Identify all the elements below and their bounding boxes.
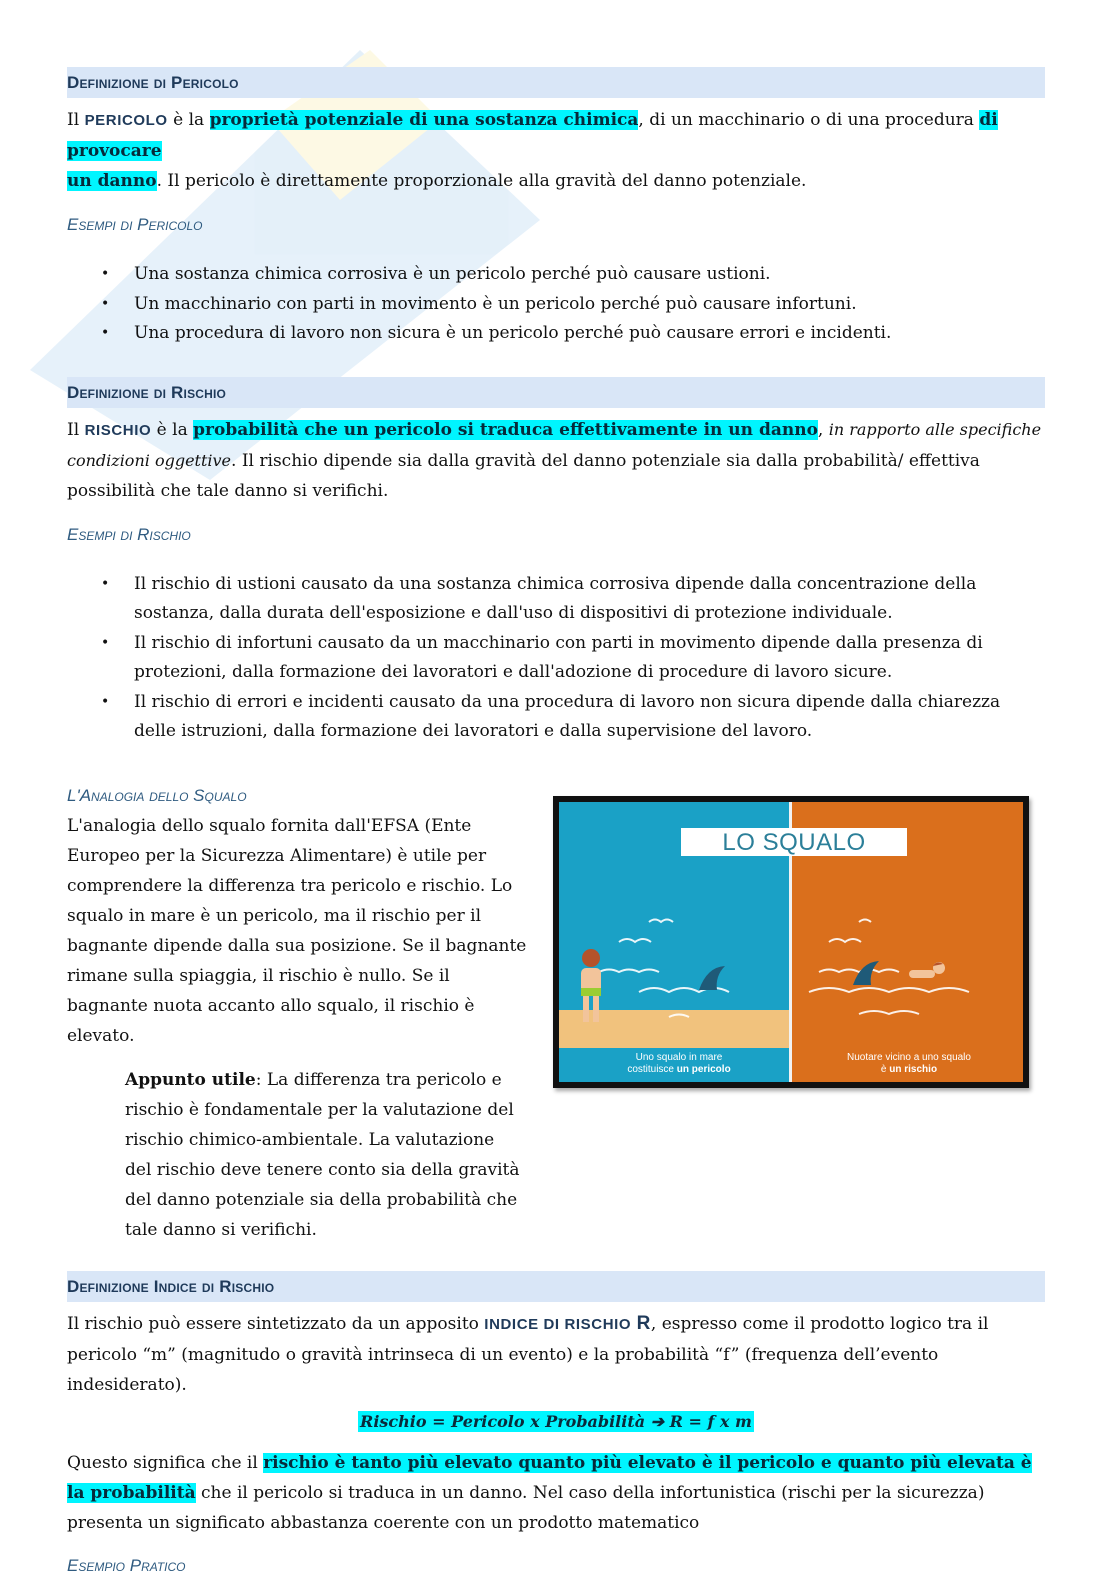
highlight: di provocare xyxy=(67,110,998,161)
text: . Il rischio dipende sia dalla gravità del danno potenziale sia dalla probabilità/ effettiva possibilità che tale danno si verifichi. xyxy=(67,450,980,501)
list-item xyxy=(67,319,1045,349)
shark-analogy-image xyxy=(553,796,1029,1088)
keyword-indice-rischio: INDICE DI RISCHIO xyxy=(484,1315,632,1333)
paragraph-indice-2 xyxy=(67,1448,1045,1538)
bullet-icon: • xyxy=(101,266,110,282)
list-item-text: Il rischio di ustioni causato da una sostanza chimica corrosiva dipende dalla concentrazione della sostanza, dalla durata dell'esposizione e dall'uso di dispositivi di protezione individuale. xyxy=(134,573,977,623)
list-item-text: Una procedura di lavoro non sicura è un pericolo perché può causare errori e incidenti. xyxy=(134,323,892,343)
bather-on-beach-icon xyxy=(573,948,609,1028)
highlight: un danno xyxy=(67,171,157,191)
list-item-text: Il rischio di errori e incidenti causato da una procedura di lavoro non sicura dipende dalla chiarezza delle istruzioni, dalla formazione dei lavoratori e dalla supervisione del lavoro. xyxy=(134,691,1001,741)
text: Questo significa che il xyxy=(67,1452,264,1473)
heading-indice-rischio: Definizione Indice di Rischio xyxy=(67,1271,1045,1302)
paragraph-squalo: L'analogia dello squalo fornita dall'EFSA (Ente Europeo per la Sicurezza Alimentare) è utile per comprendere la differenza tra pericolo e rischio. Lo squalo in mare è un pericolo, ma il rischio per il bagnante dipende dalla sua posizione. Se il bagnante rimane sulla spiaggia, il rischio è nullo. Se il bagnante nuota accanto allo squalo, il rischio è elevato. xyxy=(67,815,527,1046)
list-item-text: Il rischio di infortuni causato da un macchinario con parti in movimento dipende dalla presenza di protezioni, dalla formazione dei lavoratori e dall'adozione di procedure di lavoro sicure. xyxy=(134,632,983,682)
subheading-esempi-pericolo: Esempi di Pericolo xyxy=(67,215,203,234)
text: , espresso come il prodotto logico tra il pericolo “m” (magnitudo o gravità intrinseca di un evento) e la probabilità “f” (frequenza dell’evento indesiderato). xyxy=(67,1313,989,1395)
shark-image-frame xyxy=(559,802,1023,1082)
text: . Il pericolo è direttamente proporzionale alla gravità del danno potenziale. xyxy=(156,171,807,191)
bullet-icon: • xyxy=(101,325,110,341)
list-item xyxy=(67,570,1045,629)
highlight: proprietà potenziale di una sostanza chimica xyxy=(209,110,639,130)
caption-text: è xyxy=(880,1064,890,1075)
bullet-icon: • xyxy=(101,634,110,651)
bullet-icon: • xyxy=(101,693,110,710)
text: , xyxy=(817,419,829,440)
highlight: probabilità che un pericolo si traduca effettivamente in un danno xyxy=(193,419,818,440)
formula-rischio xyxy=(67,1407,1045,1437)
note-appunto-utile xyxy=(125,1065,525,1245)
sea-waves-icon xyxy=(559,902,1023,1032)
subheading-esempio-pratico: Esempio Pratico xyxy=(67,1555,186,1575)
keyword-pericolo: PERICOLO xyxy=(84,112,168,129)
paragraph-indice xyxy=(67,1309,1045,1400)
text: , di un macchinario o di una procedura xyxy=(638,110,980,130)
heading-definizione-rischio: Definizione di Rischio xyxy=(67,377,1045,408)
note-text: : La differenza tra pericolo e rischio è fondamentale per la valutazione del rischio chimico-ambientale. La valutazione del rischio deve tenere conto sia della gravità del danno potenziale sia della probabilità che tale danno si verifichi. xyxy=(125,1069,520,1240)
list-item xyxy=(67,629,1045,688)
italic-text: in rapporto alle specifiche condizioni oggettive xyxy=(67,419,1042,470)
list-item xyxy=(67,290,1045,320)
list-item xyxy=(67,688,1045,747)
keyword-rischio: RISCHIO xyxy=(84,421,152,439)
caption-bold-text: un pericolo xyxy=(676,1064,731,1075)
note-label: Appunto utile xyxy=(125,1069,256,1090)
heading-definizione-pericolo: Definizione di Pericolo xyxy=(67,67,1045,98)
text: che il pericolo si traduca in un danno. Nel caso della infortunistica (rischi per la sicurezza) presenta un significato abbastanza coerente con un prodotto matematico xyxy=(67,1482,985,1533)
list-esempi-pericolo xyxy=(67,260,1045,349)
formula-text: Rischio = Pericolo x Probabilità ➔ R = f x m xyxy=(360,1411,752,1431)
keyword-r: R xyxy=(636,1312,651,1334)
text: Il xyxy=(67,419,85,440)
caption-text: Uno squalo in mare xyxy=(635,1052,723,1063)
list-item-text: Un macchinario con parti in movimento è un pericolo perché può causare infortuni. xyxy=(134,293,857,314)
caption-rischio xyxy=(809,1052,1009,1076)
caption-text: Nuotare vicino a uno squalo xyxy=(847,1052,971,1063)
caption-text: costituisce xyxy=(627,1064,677,1075)
shark-fin-icon xyxy=(697,962,727,992)
text: è la xyxy=(151,419,194,440)
text: è la xyxy=(167,110,210,130)
swimmer-icon xyxy=(899,960,949,982)
highlight: rischio è tanto più elevato quanto più elevato è il pericolo e quanto più elevata è la probabilità xyxy=(67,1452,1032,1503)
text: Il rischio può essere sintetizzato da un apposito xyxy=(67,1313,485,1334)
list-item xyxy=(67,260,1045,290)
paragraph-pericolo xyxy=(67,105,1045,196)
text: Il xyxy=(67,110,85,130)
subheading-analogia-squalo: L'Analogia dello Squalo xyxy=(67,785,247,805)
shark-fin-icon xyxy=(851,957,881,987)
list-esempi-rischio xyxy=(67,570,1045,747)
subheading-esempi-rischio: Esempi di Rischio xyxy=(67,524,191,544)
caption-pericolo xyxy=(579,1052,779,1076)
list-item-text: Una sostanza chimica corrosiva è un pericolo perché può causare ustioni. xyxy=(134,264,771,284)
bullet-icon: • xyxy=(101,295,110,312)
caption-bold-text: un rischio xyxy=(889,1064,938,1075)
image-title: LO SQUALO xyxy=(681,828,907,856)
bullet-icon: • xyxy=(101,575,110,592)
paragraph-rischio xyxy=(67,415,1045,506)
